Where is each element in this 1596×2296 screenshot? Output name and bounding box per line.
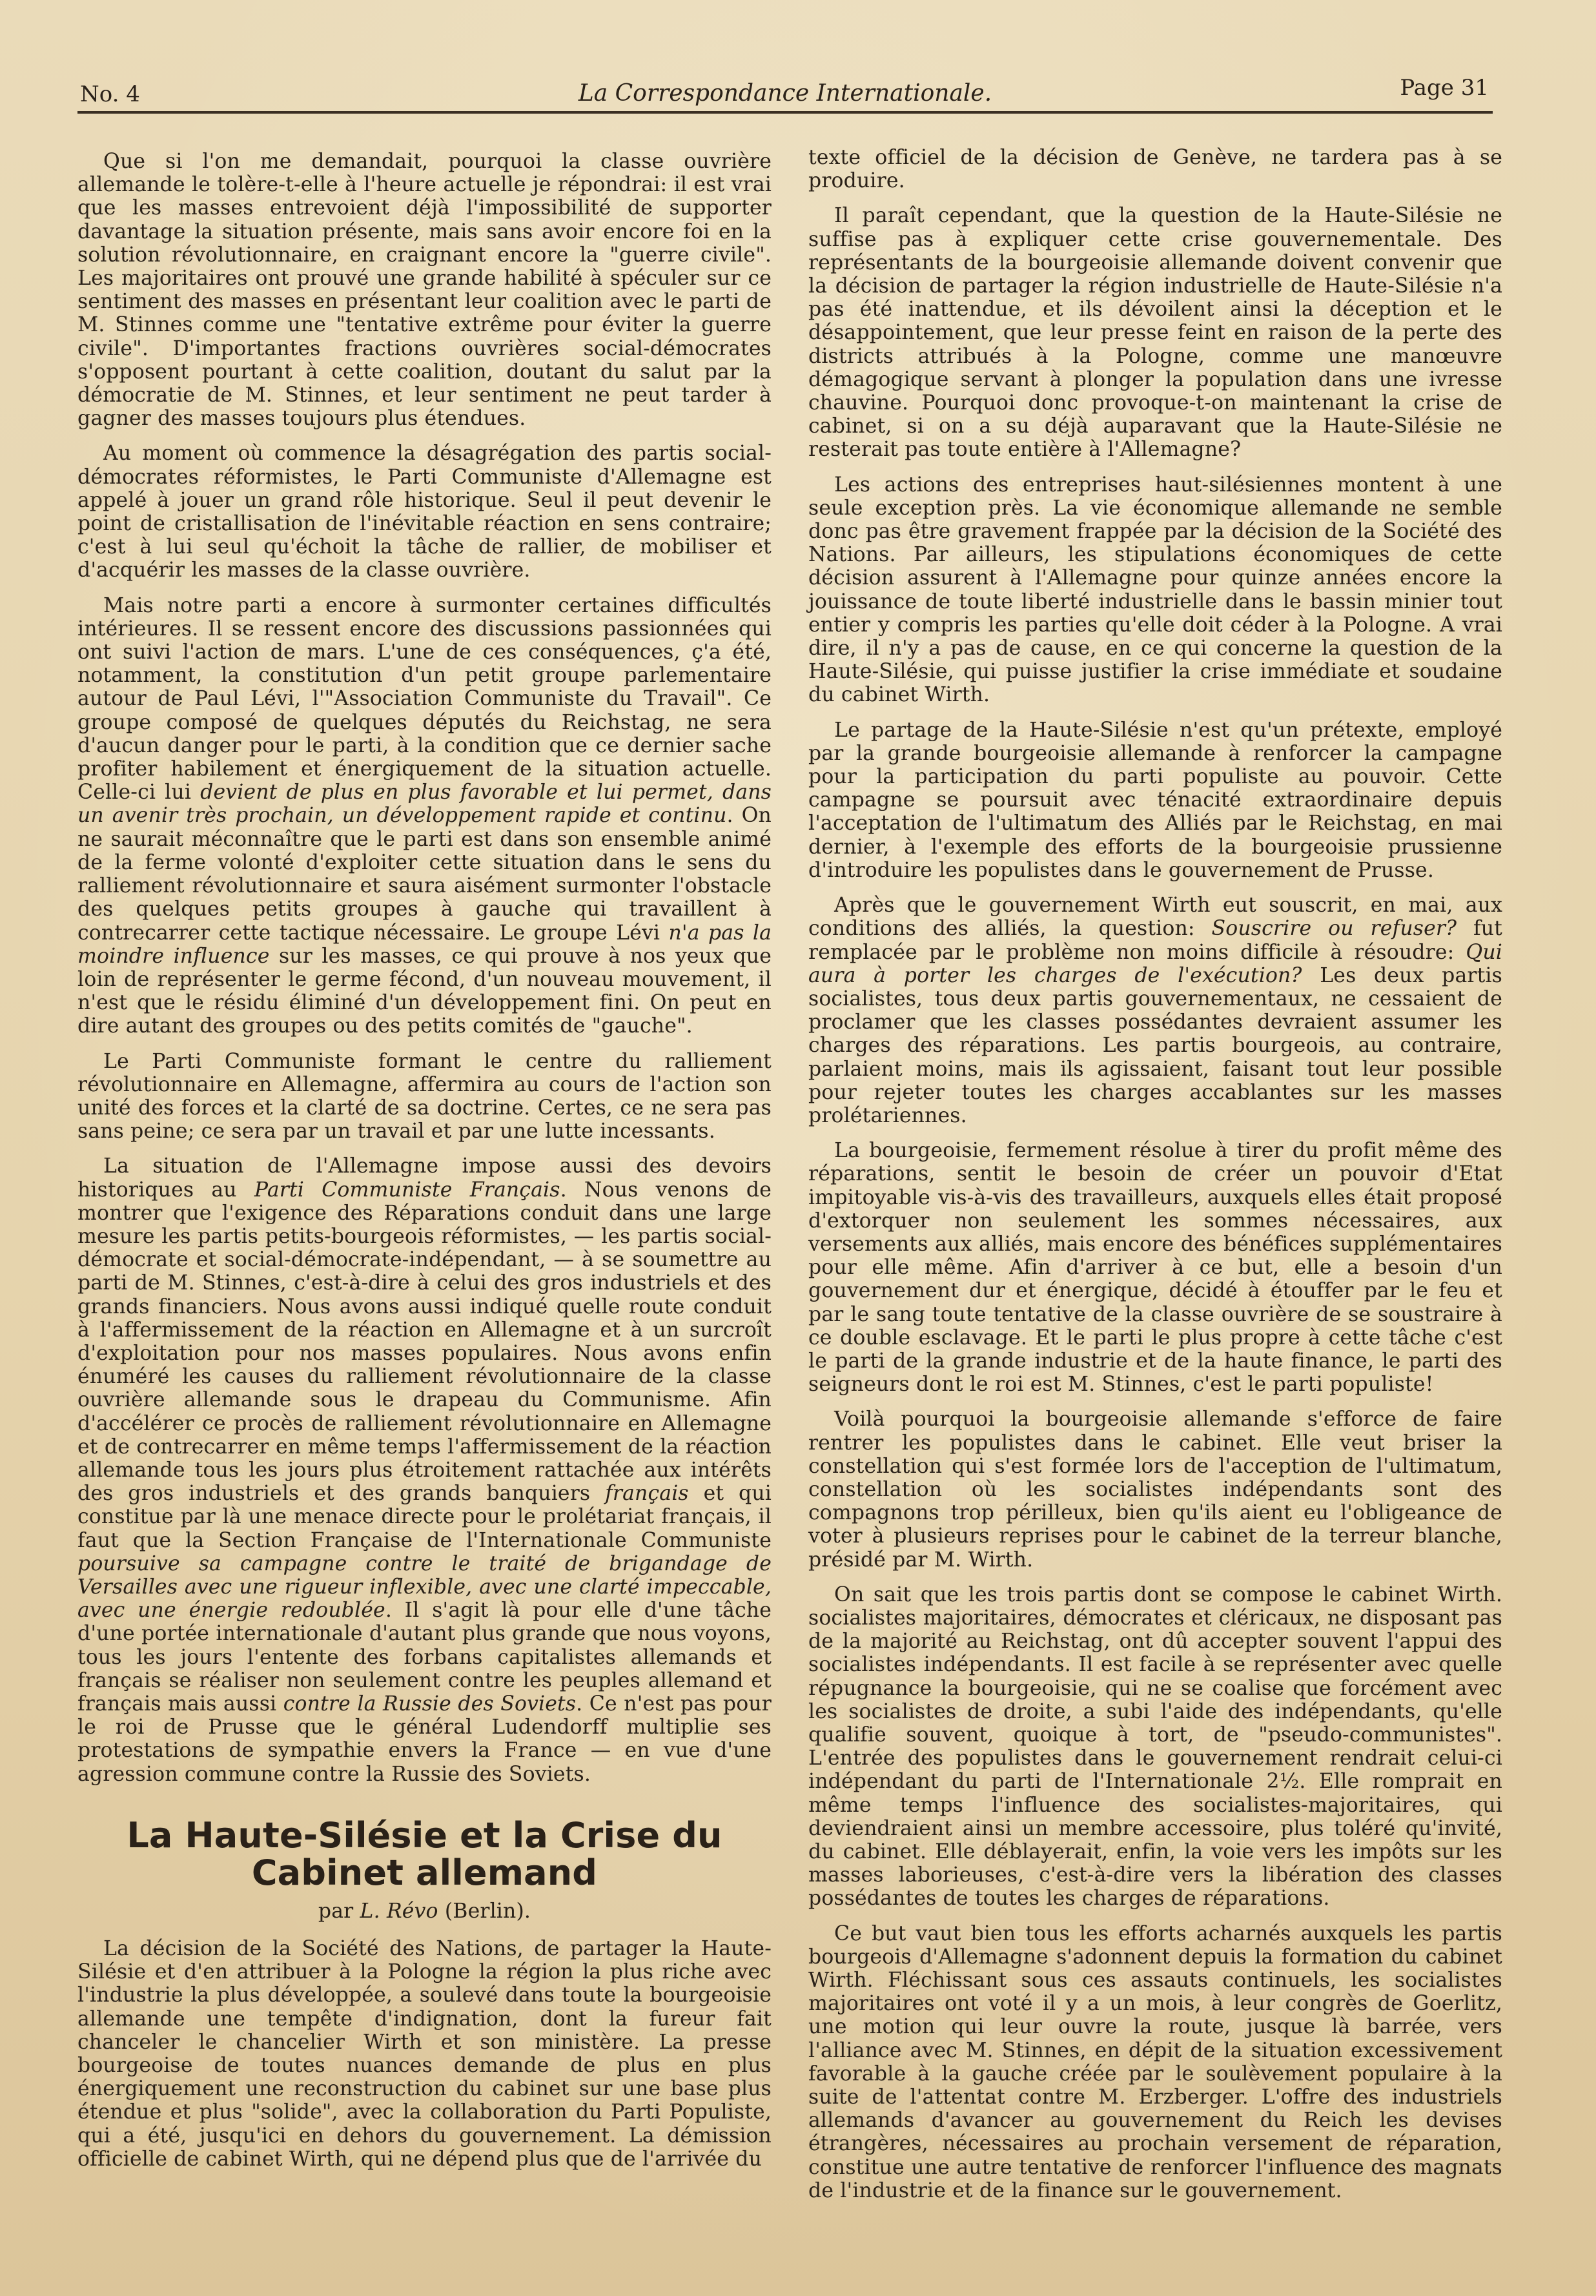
paragraph: Le partage de la Haute-Silésie n'est qu'un prétexte, employé par la grande bourgeoisie allemande à renforcer la campagne pour la participation du parti populiste au pouvoir. Cette campagne se poursuit avec ténacité extraordinaire depuis l'acceptation de l'ultimatum des Alliés par le Reichstag, en mai dernier, à l'exemple des efforts de la bourgeoisie prussienne d'introduire les populistes dans le gouvernement de Prusse. [808,718,1502,882]
issue-number: No. 4 [80,81,140,107]
paragraph: Que si l'on me demandait, pourquoi la classe ouvrière allemande le tolère-t-elle à l'heure actuelle je répondrai: il est vrai que les masses entrevoient déjà l'impossibilité de supporter davantage la situation présente, mais sans avoir encore foi en la solution révolutionnaire, en craignant encore la "guerre civile". Les majoritaires ont prouvé une grande habilité à spéculer sur ce sentiment des masses en présentant leur coalition avec le parti de M. Stinnes comme une "tentative extrême pour éviter la guerre civile". D'importantes fractions ouvrières social-démocrates s'opposent pourtant à cette coalition, doutant du salut par la démocratie de M. Stinnes, et leur sentiment ne peut tarder à gagner des masses toujours plus étendues. [77,150,772,431]
journal-title: La Correspondance Internationale. [578,80,992,107]
left-column [77,150,772,2216]
paragraph: La situation de l'Allemagne impose aussi des devoirs historiques au Parti Communiste Français. Nous venons de montrer que l'exigence des Réparations conduit dans une large mesure les partis petits-bourgeois réformistes, — les partis social-démocrate et social-démocrate-indépendant, — à se soumettre au parti de M. Stinnes, c'est-à-dire à celui des gros industriels et des grands financiers. Nous avons aussi indiqué quelle route conduit à l'affermissement de la réaction en Allemagne et à un surcroît d'exploitation pour nos masses populaires. Nous avons enfin énuméré les causes du ralliement révolutionnaire de la classe ouvrière allemande sous le drapeau du Communisme. Afin d'accélérer ce procès de ralliement révolutionnaire en Allemagne et de contrecarrer en même temps l'affermissement de la réaction allemande tous les jours plus étroitement rattachée aux intérêts des gros industriels et des grands banquiers français et qui constitue par là une menace directe pour le prolétariat français, il faut que la Section Française de l'Internationale Communiste poursuive sa campagne contre le traité de brigandage de Versailles avec une rigueur inflexible, avec une clarté impeccable, avec une énergie redoublée. Il s'agit là pour elle d'une tâche d'une portée internationale d'autant plus grande que nous voyons, tous les jours l'entente des forbans capitalistes allemands et français se réaliser non seulement contre les peuples allemand et français mais aussi contre la Russie des Soviets. Ce n'est pas pour le roi de Prusse que le général Ludendorff multiplie ses protestations de sympathie envers la France — en vue d'une agression commune contre la Russie des Soviets. [77,1154,772,1786]
article-title: La Haute-Silésie et la Crise du Cabinet allemand [127,1814,722,1893]
paragraph: La décision de la Société des Nations, de partager la Haute-Silésie et d'en attribuer à la Pologne la région la plus riche avec l'industrie la plus développée, a soulevé dans toute la bourgeoisie allemande une tempête d'indignation, dont la fureur fait chanceler le chancelier Wirth et son ministère. La presse bourgeoise de toutes nuances demande de plus en plus énergiquement une reconstruction du cabinet sur une base plus étendue et plus "solide", avec la collaboration du Parti Populiste, qui a été, jusqu'ici en dehors du gouvernement. La démission officielle de cabinet Wirth, qui ne dépend plus que de l'arrivée du [77,1937,772,2171]
paragraph: Voilà pourquoi la bourgeoisie allemande s'efforce de faire rentrer les populistes dans le cabinet. Elle veut briser la constellation qui s'est formée lors de l'acception de l'ultimatum, constellation où les socialistes indépendants sont des compagnons trop périlleux, bien qu'ils aient eu l'obligeance de voter à plusieurs reprises pour le cabinet de la terreur blanche, présidé par M. Wirth. [808,1408,1502,1572]
right-column [808,146,1502,2212]
page-number: Page 31 [1400,75,1489,101]
byline: par L. Révo (Berlin). [318,1899,531,1923]
paragraph: texte officiel de la décision de Genève, ne tardera pas à se produire. [808,146,1502,193]
paragraph: Le Parti Communiste formant le centre du ralliement révolutionnaire en Allemagne, affermira au cours de l'action son unité des forces et la clarté de sa doctrine. Certes, ce ne sera pas sans peine; ce sera par un travail et par une lutte incessants. [77,1049,772,1143]
paragraph: La bourgeoisie, fermement résolue à tirer du profit même des réparations, sentit le besoin de créer un pouvoir d'Etat impitoyable vis-à-vis des travailleurs, auxquels elles était proposé d'extorquer non seulement les sommes nécessaires, aux versements aux alliés, mais encore des bénéfices supplémentaires pour elle même. Afin d'arriver à ce but, elle a besoin d'un gouvernement dur et énergique, décidé à étouffer par le feu et par le sang toute tentative de la classe ouvrière de se soustraire à ce double esclavage. Et le parti le plus propre à cette tâche c'est le parti de la grande industrie et de la haute finance, le parti des seigneurs dont le roi est M. Stinnes, c'est le parti populiste! [808,1139,1502,1397]
page-header [77,71,1493,114]
paragraph: Les actions des entreprises haut-silésiennes montent à une seule exception près. La vie économique allemande ne semble donc pas être gravement frappée par la décision de la Société des Nations. Par ailleurs, les stipulations économiques de cette décision assurent à l'Allemagne pour quinze années encore la jouissance de toute liberté industrielle dans le bassin minier tout entier y compris les parties qu'elle doit céder à la Pologne. A vrai dire, il n'y a pas de cause, en ce qui concerne la question de la Haute-Silésie, qui puisse justifier la crise immédiate et soudaine du cabinet Wirth. [808,473,1502,707]
paragraph: On sait que les trois partis dont se compose le cabinet Wirth. socialistes majoritaires, démocrates et cléricaux, ne disposant pas de la majorité au Reichstag, ont dû accepter souvent l'appui des socialistes indépendants. Il est facile à se représenter avec quelle répugnance la bourgeoisie, qui ne se coalise que forcément avec les socialistes de droite, a subi l'aide des indépendants, qu'elle qualifie souvent, quoique à tort, de "pseudo-communistes". L'entrée des populistes dans le gouvernement rendrait celui-ci indépendant du parti de l'Internationale 2½. Elle romprait en même temps l'influence des socialistes-majoritaires, qui deviendraient ainsi un membre accessoire, plus toléré qu'invité, du cabinet. Elle déblayerait, enfin, la voie vers les impôts sur les masses laborieuses, c'est-à-dire vers la libération des classes possédantes de toutes les charges de réparations. [808,1583,1502,1911]
paragraph: Il paraît cependant, que la question de la Haute-Silésie ne suffise pas à expliquer cette crise gouvernementale. Des représentants de la bourgeoisie allemande doivent convenir que la décision de partager la région industrielle de Haute-Silésie n'a pas été inattendue, et ils dévoilent ainsi la déception et le désappointement, que leur presse feint en raison de la perte des districts attribués à la Pologne, comme une manœuvre démagogique servant à plonger la population dans une ivresse chauvine. Pourquoi donc provoque-t-on maintenant la crise de cabinet, si on a su déjà auparavant que la Haute-Silésie ne resterait pas toute entière à l'Allemagne? [808,204,1502,462]
paragraph: Ce but vaut bien tous les efforts acharnés auxquels les partis bourgeois d'Allemagne s'adonnent depuis la formation du cabinet Wirth. Fléchissant sous ces assauts continuels, les socialistes majoritaires ont voté il y a un mois, à leur congrès de Goerlitz, une motion qui leur ouvre la route, jusque là barrée, vers l'alliance avec M. Stinnes, en dépit de la situation excessivement favorable à la gauche créée par le soulèvement populaire à la suite de l'attentat contre M. Erzberger. L'offre des industriels allemands d'avancer au gouvernement du Reich les devises étrangères, nécessaires au prochain versement de réparation, constitue une autre tentative de renforcer l'influence des magnats de l'industrie et de la finance sur le gouvernement. [808,1922,1502,2202]
paragraph: Au moment où commence la désagrégation des partis social-démocrates réformistes, le Parti Communiste d'Allemagne est appelé à jouer un grand rôle historique. Seul il peut devenir le point de cristallisation de l'inévitable réaction en sens contraire; c'est à lui seul qu'échoit la tâche de rallier, de mobiliser et d'acquérir les masses de la classe ouvrière. [77,442,772,582]
paragraph: Après que le gouvernement Wirth eut souscrit, en mai, aux conditions des alliés, la question: Souscrire ou refuser? fut remplacée par le problème non moins difficile à résoudre: Qui aura à porter les charges de l'exécution? Les deux partis socialistes, tous deux partis gouvernementaux, ne cessaient de proclamer que les classes possédantes devraient assumer les charges des réparations. Les partis bourgeois, au contraire, parlaient moins, mais ils agissaient, faisant tout leur possible pour rejeter toutes les charges accablantes sur les masses prolétariennes. [808,894,1502,1127]
paragraph: Mais notre parti a encore à surmonter certaines difficultés intérieures. Il se ressent encore des discussions passionnées qui ont suivi l'action de mars. L'une de ces conséquences, ç'a été, notamment, la constitution d'un petit groupe parlementaire autour de Paul Lévi, l'"Association Communiste du Travail". Ce groupe composé de quelques députés du Reichstag, ne sera d'aucun danger pour le parti, à la condition que ce dernier sache profiter habilement et énergiquement de la situation actuelle. Celle-ci lui devient de plus en plus favorable et lui permet, dans un avenir très prochain, un développement rapide et continu. On ne saurait méconnaître que le parti est dans son ensemble animé de la ferme volonté d'exploiter cette situation dans le sens du ralliement révolutionnaire et saura aisément surmonter l'obstacle des quelques petits groupes à gauche qui travaillent à contrecarrer cette tactique nécessaire. Le groupe Lévi n'a pas la moindre influence sur les masses, ce qui prouve à nos yeux que loin de représenter le germe fécond, d'un nouveau mouvement, il n'est que le résidu éliminé d'un développement fini. On peut en dire autant des groupes ou des petits comités de "gauche". [77,593,772,1038]
